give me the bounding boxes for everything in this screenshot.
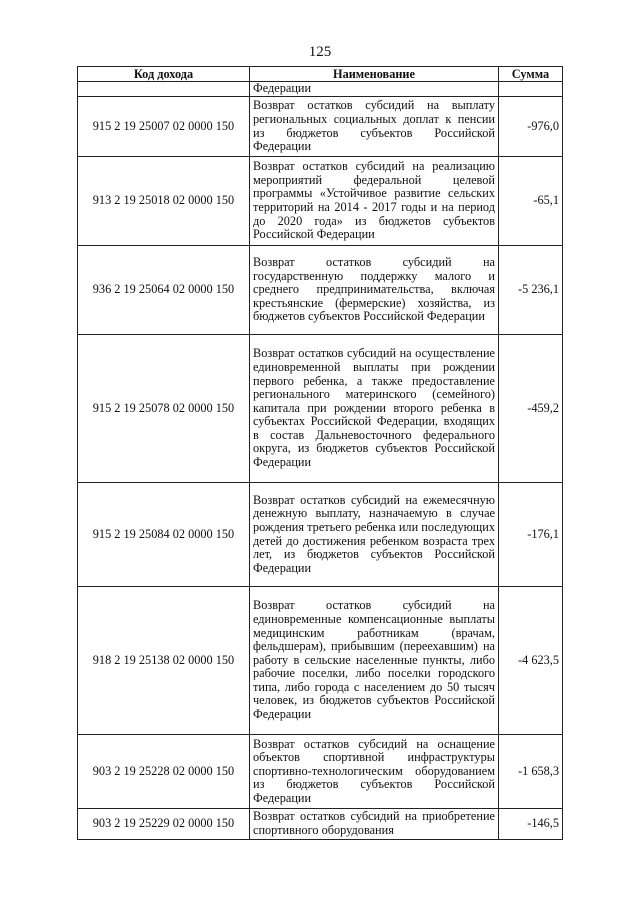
row-amount: -5 236,1: [499, 246, 563, 335]
row-name: Возврат остатков субсидий на оснащение объектов спортивной инфраструктуры спортивно-технологическим оборудованием из бюджетов субъектов Российской Федерации: [250, 735, 499, 809]
row-amount: -976,0: [499, 97, 563, 157]
table-row: [78, 483, 563, 587]
row-code: 936 2 19 25064 02 0000 150: [78, 246, 250, 335]
row-amount: -146,5: [499, 809, 563, 840]
table-row: [78, 735, 563, 809]
table-row: [78, 335, 563, 483]
header-amount: Сумма: [499, 67, 563, 82]
table-row: [78, 157, 563, 246]
row-code: 915 2 19 25078 02 0000 150: [78, 335, 250, 483]
table-row: [78, 97, 563, 157]
row-code: 913 2 19 25018 02 0000 150: [78, 157, 250, 246]
row-code: [78, 82, 250, 97]
row-code: 918 2 19 25138 02 0000 150: [78, 587, 250, 735]
row-name: Возврат остатков субсидий на выплату региональных социальных доплат к пенсии из бюджетов субъектов Российской Федерации: [250, 97, 499, 157]
table-row: [78, 809, 563, 840]
row-name: Возврат остатков субсидий на осуществление единовременной выплаты при рождении первого ребенка, а также предоставление регионального материнского (семейного) капитала при рождении второго ребенка в субъектах Российской Федерации, входящих в состав Дальневосточного федерального округа, из бюджетов субъектов Российской Федерации: [250, 335, 499, 483]
header-name: Наименование: [250, 67, 499, 82]
row-code: 903 2 19 25229 02 0000 150: [78, 809, 250, 840]
table-header-row: [78, 67, 563, 82]
row-amount: -459,2: [499, 335, 563, 483]
row-amount: [499, 82, 563, 97]
row-amount: -1 658,3: [499, 735, 563, 809]
row-name: Возврат остатков субсидий на ежемесячную денежную выплату, назначаемую в случае рождения третьего ребенка или последующих детей до достижения ребенком возраста трех лет, из бюджетов субъектов Российской Федерации: [250, 483, 499, 587]
row-code: 903 2 19 25228 02 0000 150: [78, 735, 250, 809]
row-name: Возврат остатков субсидий на единовременные компенсационные выплаты медицинским работникам (врачам, фельдшерам), прибывшим (переехавшим) на работу в сельские населенные пункты, либо рабочие поселки, либо поселки городского типа, либо города с населением до 50 тысяч человек, из бюджетов субъектов Российской Федерации: [250, 587, 499, 735]
row-name: Возврат остатков субсидий на государственную поддержку малого и среднего предпринимательства, включая крестьянские (фермерские) хозяйства, из бюджетов субъектов Российской Федерации: [250, 246, 499, 335]
row-amount: -176,1: [499, 483, 563, 587]
row-amount: -4 623,5: [499, 587, 563, 735]
row-name: Возврат остатков субсидий на реализацию мероприятий федеральной целевой программы «Устойчивое развитие сельских территорий на 2014 - 2017 годы и на период до 2020 года» из бюджетов субъектов Российской Федерации: [250, 157, 499, 246]
page-number: 125: [308, 44, 332, 60]
header-code: Код дохода: [78, 67, 250, 82]
row-code: 915 2 19 25084 02 0000 150: [78, 483, 250, 587]
row-amount: -65,1: [499, 157, 563, 246]
table-row: [78, 587, 563, 735]
revenue-table: [77, 66, 563, 840]
table-row: [78, 246, 563, 335]
row-code: 915 2 19 25007 02 0000 150: [78, 97, 250, 157]
row-name: Федерации: [250, 82, 499, 97]
table-row: [78, 82, 563, 97]
row-name: Возврат остатков субсидий на приобретение спортивного оборудования: [250, 809, 499, 840]
